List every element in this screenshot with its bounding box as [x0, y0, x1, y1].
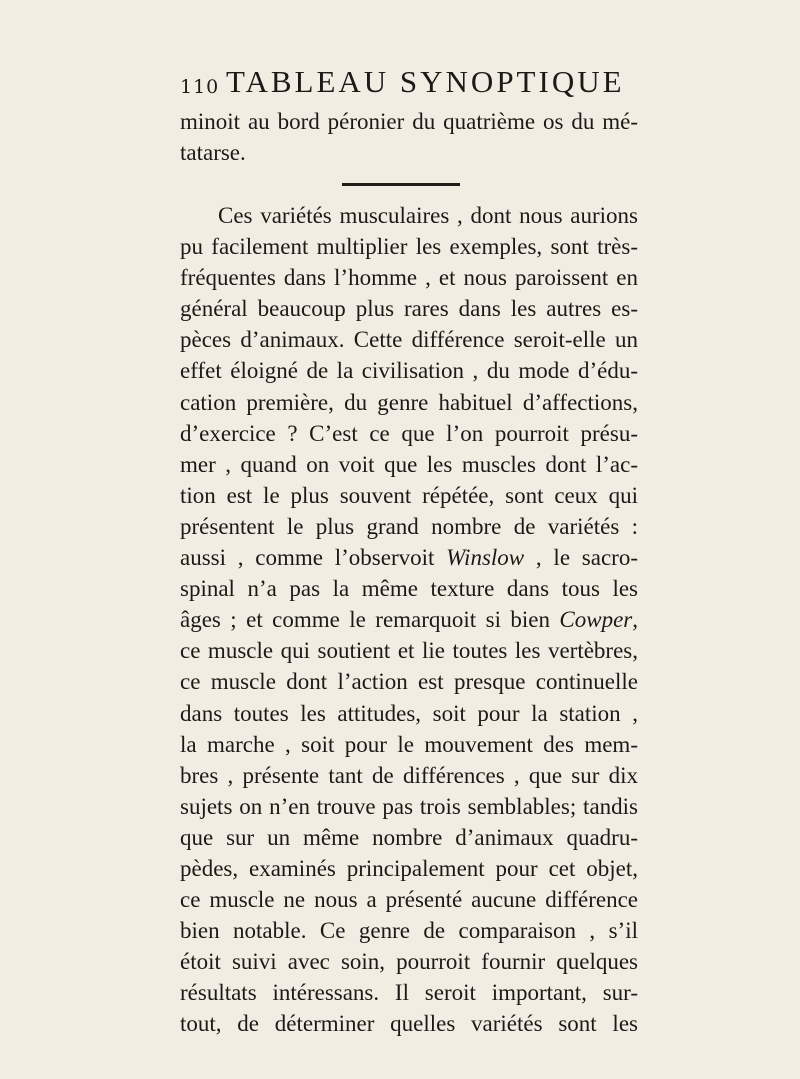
text-line: Ces variétés musculaires , dont nous aurions — [218, 203, 638, 228]
text-line: fréquentes dans l’homme , et nous paroissent en — [180, 265, 638, 291]
text-line — [180, 542, 638, 573]
text-line: effet éloigné de la civilisation , du mode d’édu- — [180, 358, 638, 384]
text-line: ce muscle dont l’action est presque continuelle — [180, 669, 638, 695]
text-line: mer , quand on voit que les muscles dont l’ac- — [180, 451, 638, 477]
page-number: 110 — [180, 76, 220, 98]
running-title: TABLEAU SYNOPTIQUE — [226, 64, 625, 99]
text-line: la marche , soit pour le mouvement des mem- — [180, 731, 638, 757]
text-line: tion est le plus souvent répétée, sont ceux qui — [180, 482, 638, 508]
text-line: tatarse. — [180, 140, 246, 166]
text-line: dans toutes les attitudes, soit pour la station , — [180, 700, 638, 726]
text-line: présentent le plus grand nombre de variétés : — [180, 513, 638, 539]
text-line: ce muscle qui soutient et lie toutes les vertèbres, — [180, 638, 638, 664]
text-line: d’exercice ? C’est ce que l’on pourroit présu- — [180, 420, 638, 446]
text-line: résultats intéressans. Il seroit important, sur- — [180, 980, 638, 1006]
text-line: ce muscle ne nous a présenté aucune différence — [180, 887, 638, 913]
text-line: bres , présente tant de différences , que sur dix — [180, 762, 638, 788]
text-line: étoit suivi avec soin, pourroit fournir quelques — [180, 949, 638, 975]
text-line: bien notable. Ce genre de comparaison , s’il — [180, 918, 638, 944]
text-line: tout, de déterminer quelles variétés sont les — [180, 1011, 638, 1037]
text-line — [180, 604, 638, 635]
text-line: minoit au bord péronier du quatrième os du mé- — [180, 109, 638, 134]
text-line: que sur un même nombre d’animaux quadru- — [180, 824, 638, 850]
body-paragraph — [180, 200, 638, 1040]
author-name-winslow: Winslow — [446, 545, 525, 571]
text-line: spinal n’a pas la même texture dans tous les — [180, 576, 638, 602]
text-line: pu facilement multiplier les exemples, sont très- — [180, 234, 638, 260]
text-line: sujets on n’en trouve pas trois semblables; tandis — [180, 793, 638, 819]
line-text: âges ; et comme le remarquoit si bien — [180, 607, 560, 633]
continuation-text — [180, 106, 638, 168]
text-line: pèces d’animaux. Cette différence seroit-elle un — [180, 327, 638, 353]
running-head — [180, 64, 640, 104]
line-text: , le sacro- — [524, 545, 638, 571]
line-text: aussi , comme l’observoit — [180, 545, 447, 571]
line-text: , — [632, 607, 638, 633]
text-line: général beaucoup plus rares dans les autres es- — [180, 296, 638, 322]
text-line: pèdes, examinés principalement pour cet objet, — [180, 855, 638, 881]
text-line: cation première, du genre habituel d’affections, — [180, 389, 638, 415]
author-name-cowper: Cowper — [559, 607, 633, 633]
section-divider — [342, 183, 460, 186]
